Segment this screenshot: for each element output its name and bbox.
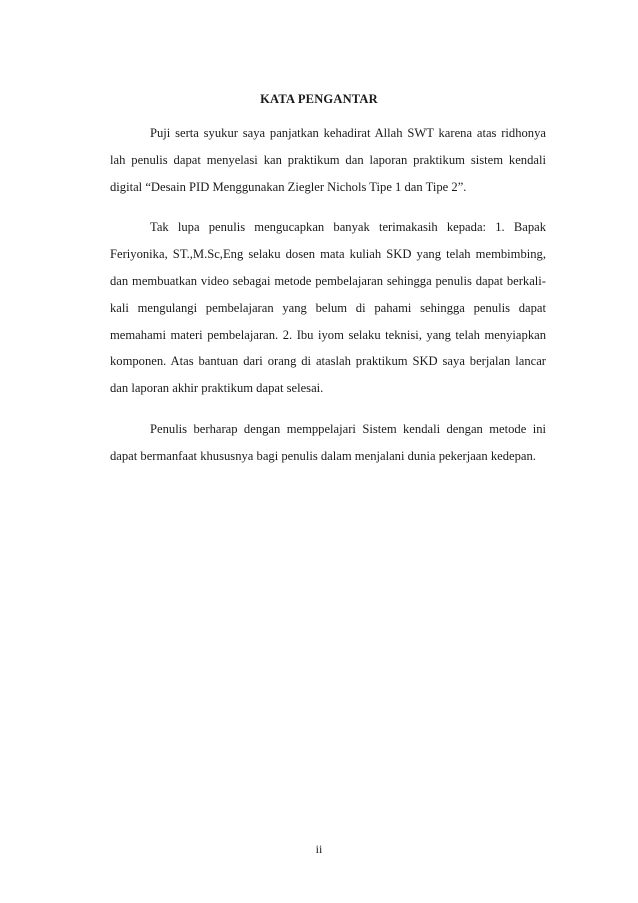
body-text	[110, 120, 546, 484]
page-number: ii	[315, 842, 323, 856]
page-title: KATA PENGANTAR	[260, 92, 378, 106]
paragraph-acknowledgements: Tak lupa penulis mengucapkan banyak terimakasih kepada: 1. Bapak Feriyonika, ST.,M.Sc,Eng selaku dosen mata kuliah SKD yang telah membimbing, dan membuatkan video sebagai metode pembelajaran sehingga penulis dapat berkali-kali mengulangi pembelajaran yang belum di pahami sehingga penulis dapat memahami materi pembelajaran. 2. Ibu iyom selaku teknisi, yang telah menyiapkan komponen. Atas bantuan dari orang di ataslah praktikum SKD saya berjalan lancar dan laporan akhir praktikum dapat selesai.	[110, 220, 546, 396]
paragraph-hope: Penulis berharap dengan memppelajari Sistem kendali dengan metode ini dapat bermanfaat khususnya bagi penulis dalam menjalani dunia pekerjaan kedepan.	[110, 421, 546, 463]
paragraph-gratitude: Puji serta syukur saya panjatkan kehadirat Allah SWT karena atas ridhonya lah penulis dapat menyelasi kan praktikum dan laporan praktikum sistem kendali digital “Desain PID Menggunakan Ziegler Nichols Tipe 1 dan Tipe 2”.	[110, 126, 546, 194]
